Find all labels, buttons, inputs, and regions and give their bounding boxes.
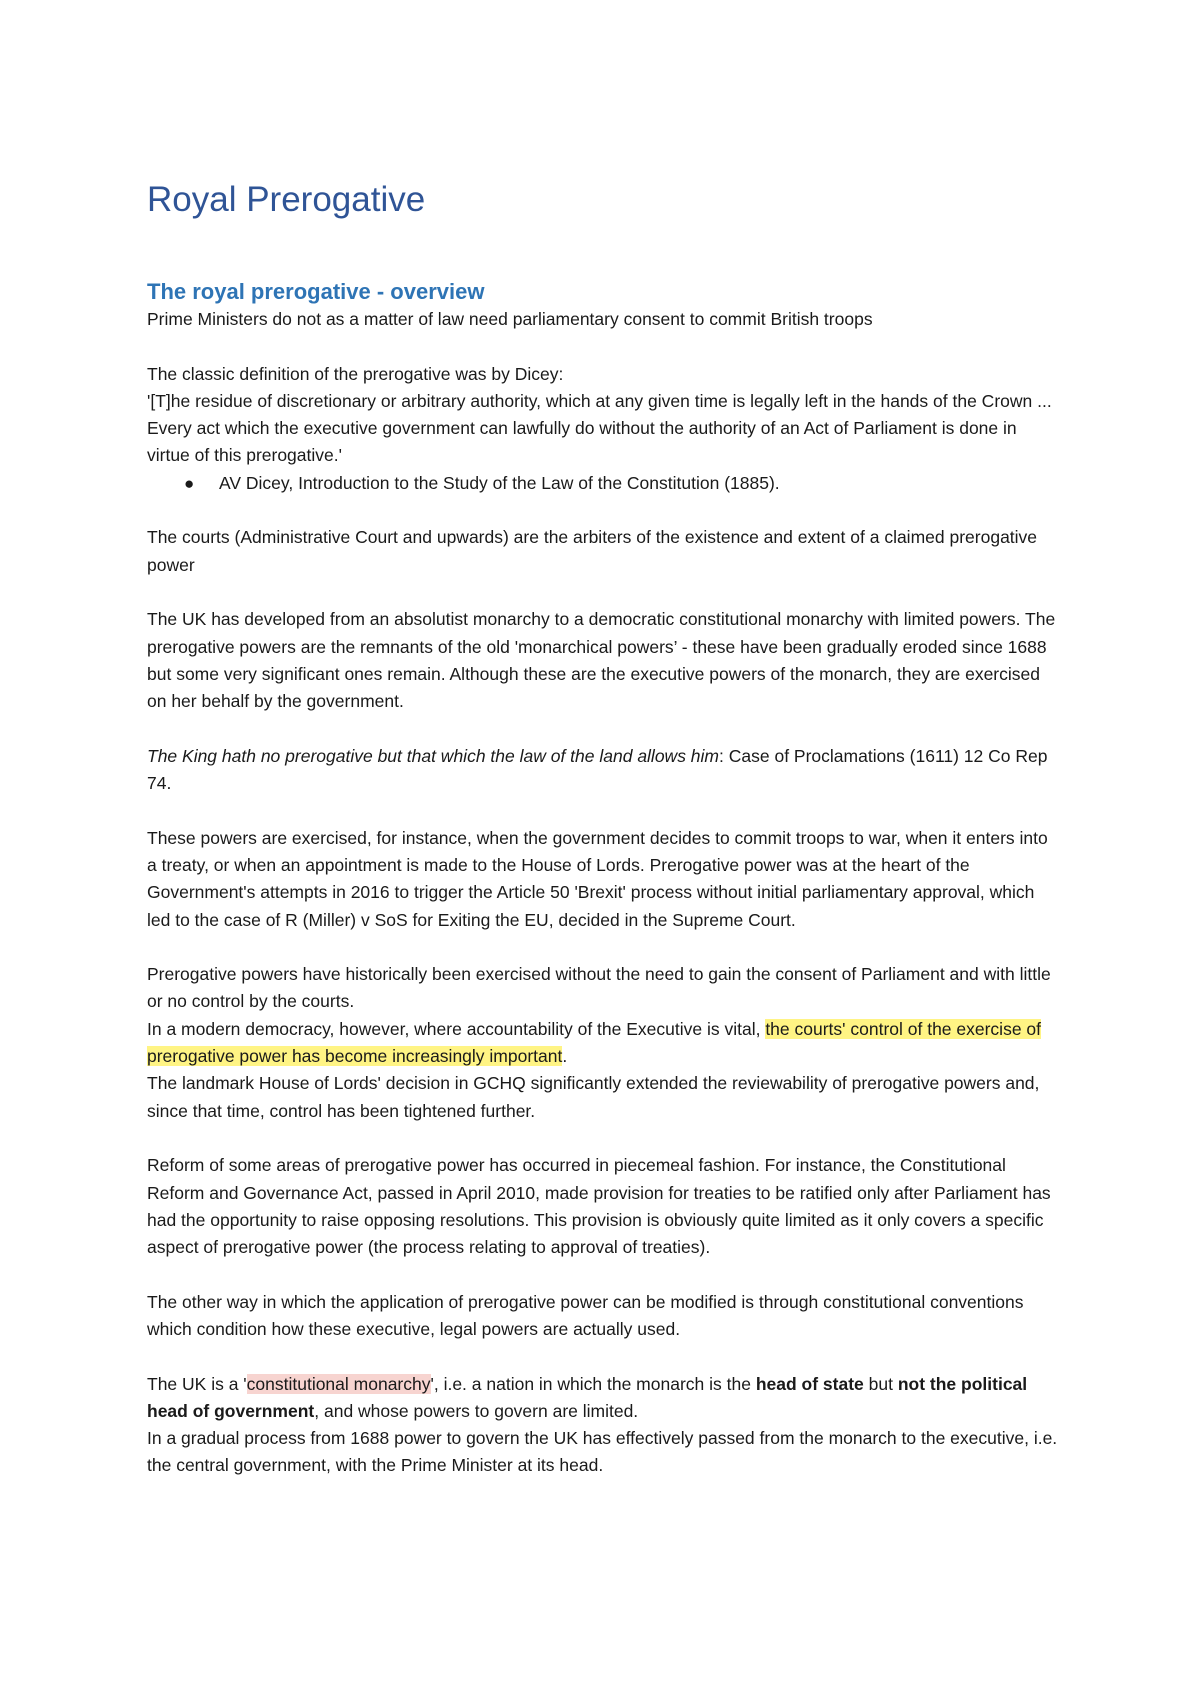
paragraph-proclamations [147,743,1060,798]
paragraph-constitutional-monarchy [147,1371,1060,1426]
paragraph-courts-arbiters: The courts (Administrative Court and upwards) are the arbiters of the existence and extent of a claimed prerogative power [147,527,1038,575]
modern-democracy-start: In a modern democracy, however, where accountability of the Executive is vital, [147,1018,766,1039]
paragraph-gradual-process: In a gradual process from 1688 power to govern the UK has effectively passed from the monarch to the executive, i.e. the central government, with the Prime Minister at its head. [147,1428,1058,1476]
bullet-icon: ● [184,473,195,493]
paragraph-powers-exercised: These powers are exercised, for instance, when the government decides to commit troops to war, when it enters into a treaty, or when an appointment is made to the House of Lords. Prerogative power was at the heart of the Government's attempts in 2016 to trigger the Article 50 'Brexit' process without initial parliamentary approval, which led to the case of R (Miller) v SoS for Exiting the EU, decided in the Supreme Court. [147,827,1048,930]
paragraph-reform: Reform of some areas of prerogative power has occurred in piecemeal fashion. For instance, the Constitutional Reform and Governance Act, passed in April 2010, made provision for treaties to be ratified only after Parliament has had the opportunity to raise opposing resolutions. This provision is obviously quite limited as it only covers a specific aspect of prerogative power (the process relating to approval of treaties). [147,1155,1051,1258]
paragraph-gchq: The landmark House of Lords' decision in GCHQ significantly extended the reviewability of prerogative powers and, since that time, control has been tightened further. [147,1073,1040,1121]
paragraph-modern-democracy [147,1016,1060,1071]
proclamations-citation: : Case of Proclamations (1611) 12 Co Rep 74. [147,745,1048,794]
proclamations-quote: The King hath no prerogative but that which the law of the land allows him [147,745,720,766]
citation-list [147,470,1060,497]
paragraph-dicey-intro: The classic definition of the prerogative was by Dicey: [147,363,564,384]
monarchy-text-start: The UK is a ' [147,1373,247,1394]
monarchy-text-mid2: but [863,1373,898,1394]
monarchy-text-end: , and whose powers to govern are limited. [314,1400,639,1421]
paragraph-conventions: The other way in which the application of prerogative power can be modified is through constitutional conventions which condition how these executive, legal powers are actually used. [147,1291,1024,1339]
citation-item [184,470,1060,497]
highlight-constitutional-monarchy: constitutional monarchy [246,1373,431,1394]
paragraph-dicey-quote: '[T]he residue of discretionary or arbitrary authority, which at any given time is legally left in the hands of the Crown ... Every act which the executive government can lawfully do without the authority of an Act of Parliament is done in virtue of this prerogative.' [147,390,1052,466]
highlight-courts-control: the courts' control of the exercise of prerogative power has become increasingly important [147,1018,1042,1067]
monarchy-text-mid1: ', i.e. a nation in which the monarch is the [430,1373,756,1394]
citation-text: AV Dicey, Introduction to the Study of the Law of the Constitution (1885). [219,472,780,493]
paragraph-uk-development: The UK has developed from an absolutist monarchy to a democratic constitutional monarchy with limited powers. The prerogative powers are the remnants of the old 'monarchical powers’ - these have been gradually eroded since 1688 but some very significant ones remain. Although these are the executive powers of the monarch, they are exercised on her behalf by the government. [147,609,1056,712]
paragraph-historical-exercise: Prerogative powers have historically been exercised without the need to gain the consent of Parliament and with little or no control by the courts. [147,964,1051,1012]
paragraph-troops-consent: Prime Ministers do not as a matter of law need parliamentary consent to commit British troops [147,309,873,329]
modern-democracy-end: . [562,1046,568,1067]
document-title: Royal Prerogative [147,180,426,219]
section-heading-overview: The royal prerogative - overview [147,279,485,304]
bold-head-of-state: head of state [755,1373,864,1394]
bold-not-political-head: not the political head of government [147,1373,1028,1421]
